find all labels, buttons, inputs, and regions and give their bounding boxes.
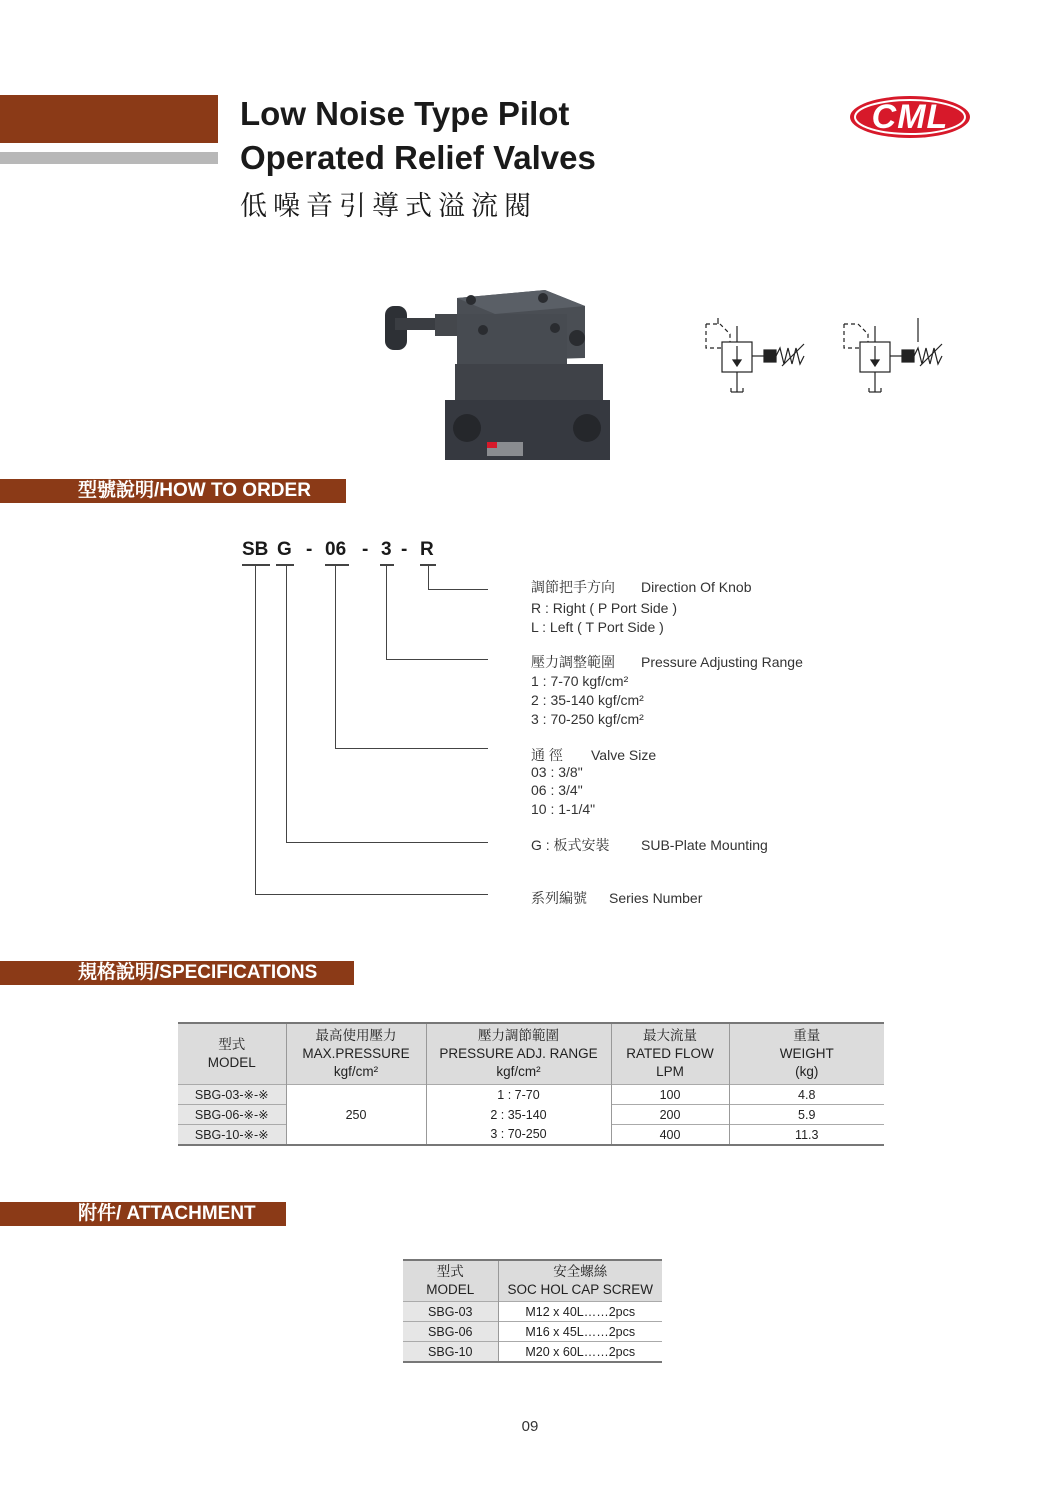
code-underline [276, 564, 294, 566]
table-row [178, 1105, 884, 1125]
leader-line [255, 894, 488, 895]
brand-logo [848, 94, 972, 140]
pressure-range-label [531, 652, 803, 672]
page-number: 09 [521, 1418, 539, 1435]
spec-range: 2 : 35-140 [426, 1105, 611, 1125]
leader-line [386, 566, 387, 660]
valve-product-image [355, 278, 615, 468]
mounting-label-cn: G : 板式安裝 [531, 837, 610, 853]
spec-header-pressure-range: 壓力調節範圍 PRESSURE ADJ. RANGE kgf/cm² [426, 1023, 611, 1085]
code-underline [380, 564, 394, 566]
section-banner-how-to-order: 型號說明/HOW TO ORDER [0, 479, 346, 503]
att-model: SBG-06 [403, 1322, 498, 1342]
leader-line [286, 842, 488, 843]
size-label-cn: 通 徑 [531, 747, 563, 763]
knob-label-cn: 調節把手方向 [531, 579, 615, 595]
knob-label-en: Direction Of Knob [641, 579, 752, 595]
series-label [531, 888, 702, 908]
code-underline [325, 564, 349, 566]
table-row [403, 1322, 662, 1342]
spec-header-weight: 重量 WEIGHT (kg) [729, 1023, 884, 1085]
size-label-en: Valve Size [591, 747, 657, 763]
code-separator: - [306, 539, 313, 560]
knob-option: R : Right ( P Port Side ) [531, 600, 678, 616]
size-option: 06 : 3/4" [531, 782, 583, 798]
pressure-label-cn: 壓力調整範圍 [531, 654, 615, 670]
spec-max-pressure: 250 [286, 1085, 426, 1146]
mounting-label-en: SUB-Plate Mounting [641, 837, 768, 853]
leader-line [428, 589, 488, 590]
leader-line [428, 566, 429, 590]
specifications-table [178, 1022, 884, 1146]
code-size: 06 [325, 539, 347, 560]
table-row [178, 1125, 884, 1146]
spec-flow: 100 [611, 1085, 729, 1105]
pressure-option: 1 : 7-70 kgf/cm² [531, 673, 629, 689]
att-model: SBG-10 [403, 1342, 498, 1363]
spec-model: SBG-10-※-※ [178, 1125, 286, 1146]
relief-valve-symbol-left-icon [844, 318, 942, 392]
section-banner-attachment: 附件/ ATTACHMENT [0, 1202, 286, 1226]
code-underline [242, 564, 270, 566]
att-screw: M16 x 45L……2pcs [498, 1322, 662, 1342]
spec-weight: 11.3 [729, 1125, 884, 1146]
relief-valve-symbol-icon [706, 318, 804, 392]
logo-text: CML [871, 98, 949, 136]
size-option: 10 : 1-1/4" [531, 801, 596, 817]
code-separator: - [362, 539, 369, 560]
knob-direction-label [531, 577, 752, 597]
att-screw: M12 x 40L……2pcs [498, 1302, 662, 1322]
att-screw: M20 x 60L……2pcs [498, 1342, 662, 1363]
code-series: SB [242, 539, 269, 560]
code-pressure: 3 [381, 539, 392, 560]
knob-option: L : Left ( T Port Side ) [531, 619, 664, 635]
pressure-option: 3 : 70-250 kgf/cm² [531, 711, 644, 727]
leader-line [255, 566, 256, 895]
valve-size-label [531, 745, 656, 765]
mounting-label [531, 835, 768, 855]
spec-weight: 5.9 [729, 1105, 884, 1125]
spec-header-max-pressure: 最高使用壓力 MAX.PRESSURE kgf/cm² [286, 1023, 426, 1085]
att-header-model: 型式 MODEL [403, 1260, 498, 1302]
spec-header-model: 型式 MODEL [178, 1023, 286, 1085]
spec-flow: 400 [611, 1125, 729, 1146]
header-accent-bar [0, 95, 218, 143]
spec-flow: 200 [611, 1105, 729, 1125]
size-option: 03 : 3/8" [531, 764, 583, 780]
code-knob: R [420, 539, 434, 560]
spec-header-rated-flow: 最大流量 RATED FLOW LPM [611, 1023, 729, 1085]
leader-line [286, 566, 287, 843]
section-banner-specifications: 規格說明/SPECIFICATIONS [0, 961, 354, 985]
spec-range: 3 : 70-250 [426, 1125, 611, 1146]
spec-model: SBG-03-※-※ [178, 1085, 286, 1105]
series-label-cn: 系列編號 [531, 890, 587, 906]
table-row [403, 1302, 662, 1322]
code-mounting: G [277, 539, 292, 560]
leader-line [335, 748, 488, 749]
spec-range: 1 : 7-70 [426, 1085, 611, 1105]
page-title [240, 92, 596, 180]
series-label-en: Series Number [609, 890, 703, 906]
attachment-table [403, 1259, 662, 1363]
pressure-option: 2 : 35-140 kgf/cm² [531, 692, 644, 708]
spec-model: SBG-06-※-※ [178, 1105, 286, 1125]
att-model: SBG-03 [403, 1302, 498, 1322]
hydraulic-symbol-diagram [700, 318, 950, 400]
title-line-2: Operated Relief Valves [240, 139, 596, 176]
table-row [403, 1342, 662, 1363]
table-row [178, 1085, 884, 1105]
leader-line [335, 566, 336, 749]
pressure-label-en: Pressure Adjusting Range [641, 654, 803, 670]
title-line-1: Low Noise Type Pilot [240, 95, 570, 132]
code-separator: - [401, 539, 408, 560]
spec-weight: 4.8 [729, 1085, 884, 1105]
page-subtitle-cn: 低噪音引導式溢流閥 [240, 191, 537, 222]
header-grey-bar [0, 152, 218, 164]
leader-line [386, 659, 488, 660]
att-header-screw: 安全螺絲 SOC HOL CAP SCREW [498, 1260, 662, 1302]
